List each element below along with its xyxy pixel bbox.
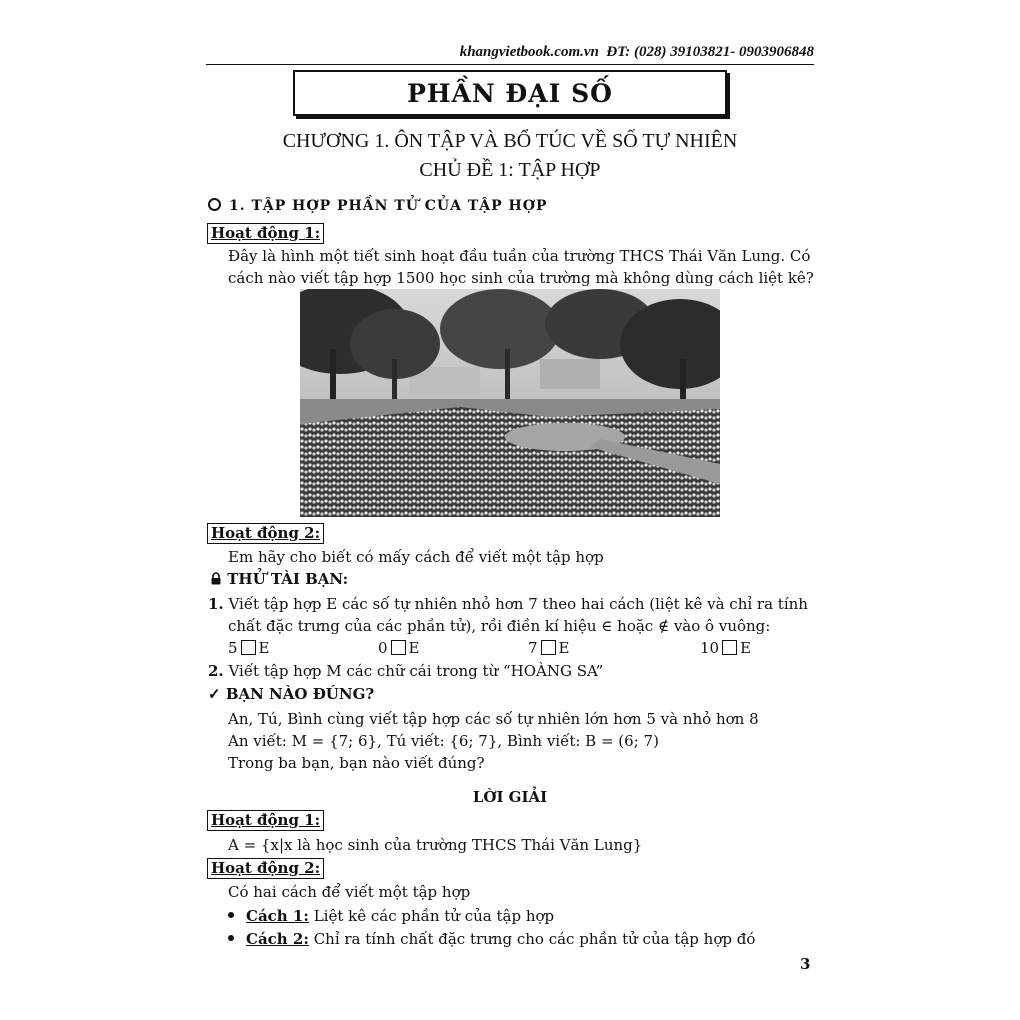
fill-set: E — [408, 639, 420, 657]
section-heading — [208, 198, 548, 214]
school-assembly-photo — [300, 289, 720, 517]
who-right-heading — [208, 685, 374, 703]
solution-activity2-label: Hoạt động 2: — [207, 858, 324, 879]
lock-icon — [210, 572, 222, 585]
fill-num: 7 — [528, 639, 538, 657]
circle-bullet-icon — [208, 198, 221, 211]
challenge-q1-num: 1. — [208, 595, 224, 613]
solution-way1 — [228, 906, 554, 926]
section-title: 1. TẬP HỢP PHẦN TỬ CỦA TẬP HỢP — [229, 198, 548, 214]
who-right-title: BẠN NÀO ĐÚNG? — [225, 685, 375, 703]
activity2-line1: Em hãy cho biết có mấy cách để viết một tập hợp — [228, 548, 604, 566]
part-title: PHẦN ĐẠI SỐ — [407, 78, 613, 108]
part-title-box — [293, 70, 727, 116]
fill-set: E — [558, 639, 570, 657]
activity2-label: Hoạt động 2: — [207, 523, 324, 544]
fill-item-4 — [700, 638, 751, 658]
who-right-line1: An, Tú, Bình cùng viết tập hợp các số tự nhiên lớn hơn 5 và nhỏ hơn 8 — [228, 710, 759, 728]
header-rule — [206, 64, 814, 65]
header-contact: ĐT: (028) 39103821- 0903906848 — [606, 44, 814, 60]
solution-way2 — [228, 929, 755, 949]
school-assembly-image — [300, 289, 720, 517]
fill-set: E — [258, 639, 270, 657]
fill-item-2 — [378, 638, 420, 658]
fill-set: E — [740, 639, 752, 657]
who-right-line2: An viết: M = {7; 6}, Tú viết: {6; 7}, Bình viết: B = (6; 7) — [228, 732, 659, 750]
way2-label: Cách 2: — [246, 930, 309, 948]
challenge-heading — [210, 570, 348, 588]
challenge-q1-text1: Viết tập hợp E các số tự nhiên nhỏ hơn 7 theo hai cách (liệt kê và chỉ ra tính — [228, 595, 808, 613]
answer-box[interactable] — [391, 640, 406, 655]
activity1-label: Hoạt động 1: — [207, 223, 324, 244]
answer-box[interactable] — [241, 640, 256, 655]
answer-box[interactable] — [541, 640, 556, 655]
challenge-q2-text: Viết tập hợp M các chữ cái trong từ “HOÀNG SA” — [228, 662, 604, 680]
chapter-title: CHƯƠNG 1. ÔN TẬP VÀ BỔ TÚC VỀ SỐ TỰ NHIÊN — [282, 130, 738, 152]
bullet-dot-icon — [228, 912, 234, 918]
solution-activity2-text: Có hai cách để viết một tập hợp — [228, 883, 471, 901]
solution-activity1-text: A = {x|x là học sinh của trường THCS Thái Văn Lung} — [228, 836, 643, 854]
challenge-q1-line2: chất đặc trưng của các phần tử), rồi điền kí hiệu ∈ hoặc ∉ vào ô vuông: — [228, 617, 771, 635]
activity1-line2: cách nào viết tập hợp 1500 học sinh của trường mà không dùng cách liệt kê? — [228, 269, 814, 287]
header-site: khangvietbook.com.vn — [459, 44, 599, 60]
activity1-line1: Đây là hình một tiết sinh hoạt đầu tuần của trường THCS Thái Văn Lung. Có — [228, 247, 811, 265]
topic-title: CHỦ ĐỀ 1: TẬP HỢP — [419, 159, 601, 181]
way2-text: Chỉ ra tính chất đặc trưng cho các phần tử của tập hợp đó — [313, 930, 756, 948]
page-number: 3 — [800, 955, 811, 973]
fill-num: 5 — [228, 639, 238, 657]
challenge-q1-line1 — [208, 594, 808, 614]
way1-label: Cách 1: — [246, 907, 309, 925]
page-header — [206, 44, 814, 61]
fill-item-3 — [528, 638, 570, 658]
way1-text: Liệt kê các phần tử của tập hợp — [313, 907, 555, 925]
solution-activity1-label: Hoạt động 1: — [207, 810, 324, 831]
challenge-q2-num: 2. — [208, 662, 224, 680]
challenge-q2 — [208, 661, 603, 681]
fill-num: 10 — [700, 639, 720, 657]
fill-item-1 — [228, 638, 270, 658]
bullet-dot-icon — [228, 935, 234, 941]
fill-num: 0 — [378, 639, 388, 657]
checkmark-icon: ✓ — [208, 685, 221, 703]
who-right-line3: Trong ba bạn, bạn nào viết đúng? — [228, 754, 485, 772]
challenge-title: THỬ TÀI BẠN: — [227, 570, 349, 588]
answer-box[interactable] — [722, 640, 737, 655]
solution-title: LỜI GIẢI — [472, 788, 548, 806]
